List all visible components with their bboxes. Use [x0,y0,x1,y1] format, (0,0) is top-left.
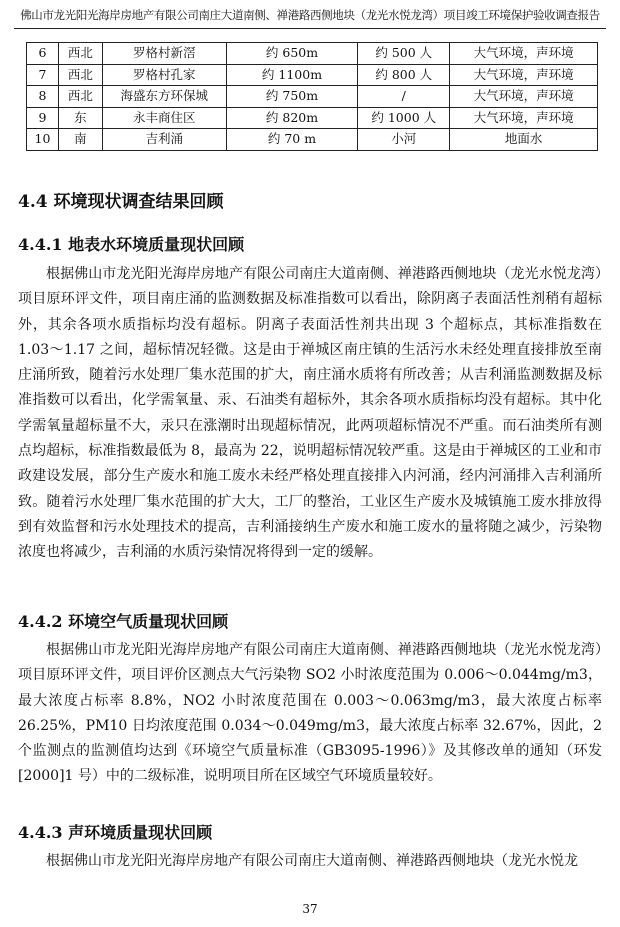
surface-water-paragraph: 根据佛山市龙光阳光海岸房地产有限公司南庄大道南侧、禅港路西侧地块（龙光水悦龙湾）项目原环评文件，项目南庄涌的监测数据及标准指数可以看出，除阴离子表面活性剂稍有超标外，其余各项水质指标均没有超标。阴离子表面活性剂共出现 3 个超标点，其标准指数在 1.03～1.17 之间，超标情况轻微。这是由于禅城区南庄镇的生活污水未经处理直接排放至南庄涌所致，随着污水处理厂集水范围的扩大，南庄涌水质将有所改善；从吉利涌监测数据及标准指数可以看出，化学需氧量、汞、石油类有超标外，其余各项水质指标均没有超标。其中化学需氧量超标量不大，汞只在涨潮时出现超标情况，此两项超标情况不严重。而石油类所有测点均超标，标准指数最低为 8，最高为 22，说明超标情况较严重。这是由于禅城区的工业和市政建设发展，部分生产废水和施工废水未经严格处理直接排入内河涌，经内河涌排入吉利涌所致。随着污水处理厂集水范围的扩大大，工厂的整治，工业区生产废水及城镇施工废水排放得到有效监督和污水处理技术的提高，吉利涌接纳生产废水和施工废水的量将随之减少，污染物浓度也将减少，吉利涌的水质污染情况将得到一定的缓解。 [18,266,602,561]
distance-cell: 约 820m [226,107,358,129]
table-row [27,107,598,129]
row-number-cell: 7 [27,64,59,86]
target-name-cell: 罗格村孔家 [102,64,226,86]
scale-cell: / [358,86,450,108]
direction-cell: 东 [58,107,102,129]
environment-cell: 大气环境，声环境 [450,64,598,86]
scale-cell: 约 1000 人 [358,107,450,129]
target-name-cell: 永丰商住区 [102,107,226,129]
page-header: 佛山市龙光阳光海岸房地产有限公司南庄大道南侧、禅港路西侧地块（龙光水悦龙湾）项目竣工环境保护验收调查报告 [14,6,606,29]
direction-cell: 西北 [58,43,102,65]
direction-cell: 南 [58,129,102,151]
direction-cell: 西北 [58,86,102,108]
row-number-cell: 9 [27,107,59,129]
distance-cell: 约 650m [226,43,358,65]
air-quality-paragraph: 根据佛山市龙光阳光海岸房地产有限公司南庄大道南侧、禅港路西侧地块（龙光水悦龙湾）项目原环评文件，项目评价区测点大气污染物 SO2 小时浓度范围为 0.006～0.044mg/m3，最大浓度占标率 8.8%，NO2 小时浓度范围在 0.003～0.063mg/m3，最大浓度占标率 26.25%，PM10 日均浓度范围 0.034～0.049mg/m3，最大浓度占标率 32.67%，因此，2 个监测点的监测值均达到《环境空气质量标准（GB3095-1996）》及其修改单的通知（环发[2000]1 号）中的二级标准，说明项目所在区域空气环境质量较好。 [18,642,602,785]
target-name-cell: 罗格村新滘 [102,43,226,65]
row-number-cell: 8 [27,86,59,108]
scale-cell: 约 500 人 [358,43,450,65]
target-name-cell: 吉利涌 [102,129,226,151]
row-number-cell: 10 [27,129,59,151]
target-name-cell: 海盛东方环保城 [102,86,226,108]
page-number: 37 [302,902,318,916]
environment-cell: 大气环境，声环境 [450,86,598,108]
scale-cell: 小河 [358,129,450,151]
scale-cell: 约 800 人 [358,64,450,86]
table-row [27,43,598,65]
noise-environment-paragraph: 根据佛山市龙光阳光海岸房地产有限公司南庄大道南侧、禅港路西侧地块（龙光水悦龙 [46,853,578,869]
distance-cell: 约 70 m [226,129,358,151]
row-number-cell: 6 [27,43,59,65]
direction-cell: 西北 [58,64,102,86]
section-heading-4-4: 4.4 环境现状调查结果回顾 [18,192,224,212]
table-row [27,86,598,108]
table-row [27,129,598,151]
section-heading-4-4-2: 4.4.2 环境空气质量现状回顾 [18,612,229,631]
table-row [27,64,598,86]
section-heading-4-4-1: 4.4.1 地表水环境质量现状回顾 [18,235,245,254]
section-heading-4-4-3: 4.4.3 声环境质量现状回顾 [18,823,213,842]
environment-cell: 地面水 [450,129,598,151]
distance-cell: 约 750m [226,86,358,108]
distance-cell: 约 1100m [226,64,358,86]
sensitive-targets-table [26,42,598,151]
environment-cell: 大气环境，声环境 [450,107,598,129]
environment-cell: 大气环境，声环境 [450,43,598,65]
